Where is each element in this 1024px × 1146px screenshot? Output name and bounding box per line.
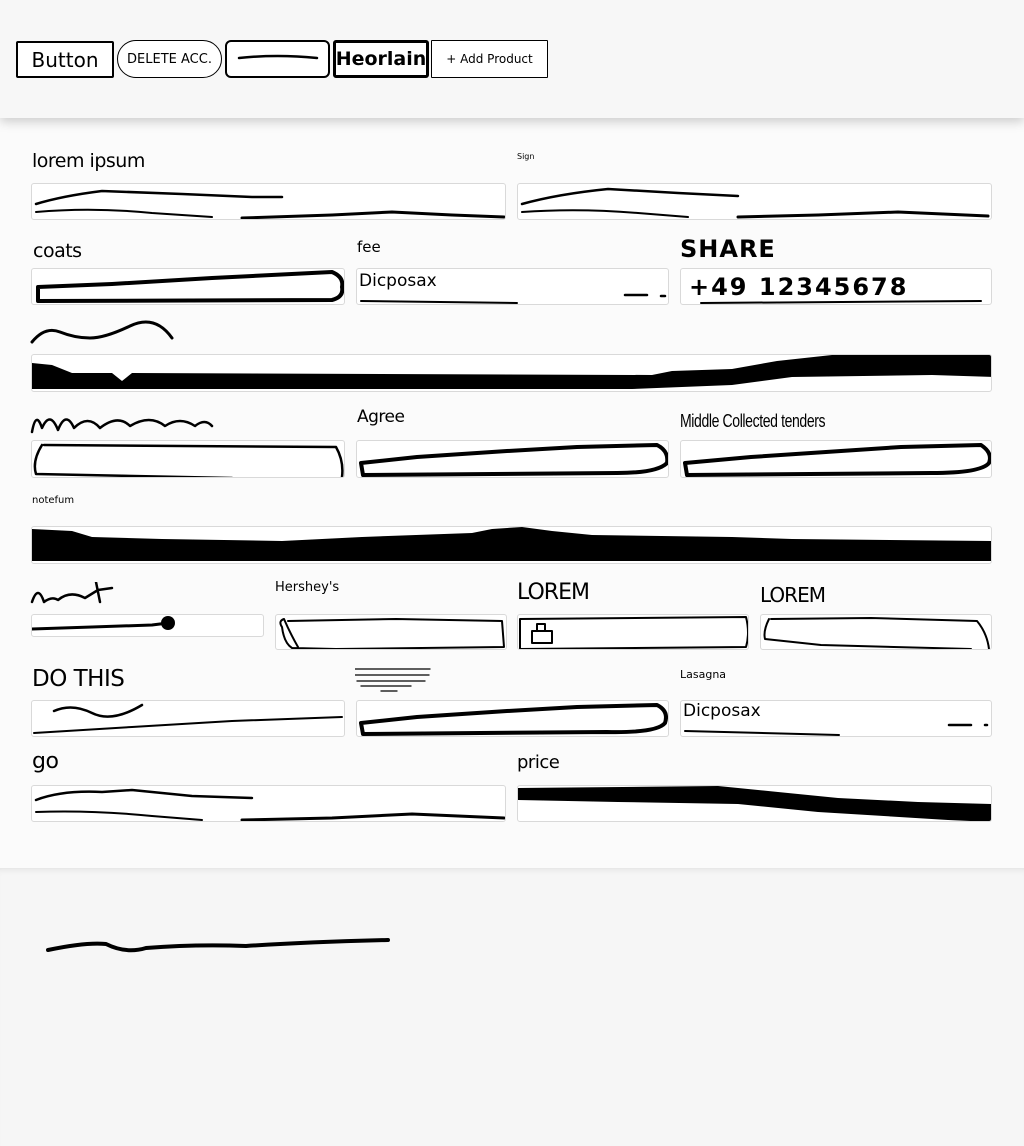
lorem-upper-2-label: LOREM <box>760 583 825 607</box>
delete-account-button[interactable] <box>117 40 222 78</box>
button-button[interactable] <box>16 41 114 78</box>
go-field[interactable] <box>31 785 506 822</box>
scribble-box <box>681 441 992 478</box>
scribble-text <box>32 786 506 822</box>
fee-field[interactable] <box>356 268 669 305</box>
footer-scribble <box>46 936 394 960</box>
middle-label: Middle Collected tenders <box>680 411 826 431</box>
scribble-box <box>32 269 345 305</box>
scribble-fill <box>32 355 992 392</box>
sign-field[interactable] <box>517 183 992 220</box>
scribble-label <box>30 408 215 434</box>
middle-field[interactable] <box>680 440 992 478</box>
coats-field[interactable] <box>31 268 345 305</box>
scribble-text <box>32 184 506 220</box>
slider[interactable] <box>31 614 264 637</box>
scribble-underline <box>681 701 992 737</box>
scribble-line <box>227 42 332 80</box>
scribble-box <box>357 441 669 478</box>
phone-value: +49 12345678 <box>689 273 909 301</box>
scribble-label <box>30 318 175 348</box>
image-upload-field[interactable] <box>517 614 749 650</box>
delete-account-label: DELETE ACC. <box>127 51 212 67</box>
lasagna-label: Lasagna <box>680 668 727 681</box>
slider-knob-icon[interactable] <box>161 616 175 630</box>
scribble-fill <box>518 786 992 822</box>
sign-label: Sign <box>517 152 535 161</box>
outline-field[interactable] <box>31 440 345 478</box>
footer <box>0 868 1024 1146</box>
scribble-box <box>357 701 669 737</box>
scribble-underline <box>357 269 669 305</box>
scribble-box <box>276 615 507 650</box>
add-product-button[interactable] <box>431 40 548 78</box>
go-label: go <box>32 749 59 774</box>
agree-field[interactable] <box>356 440 669 478</box>
notes-field[interactable] <box>31 526 992 564</box>
image-upload-box <box>518 615 749 650</box>
slider-track <box>32 615 264 637</box>
scribble-label <box>30 582 115 604</box>
coats-label: coats <box>33 240 82 262</box>
hersheys-field[interactable] <box>275 614 507 650</box>
add-product-label: + Add Product <box>446 52 533 66</box>
scribble-text <box>518 184 992 220</box>
paragraph-icon <box>355 667 433 693</box>
phone-field[interactable] <box>680 268 992 305</box>
price-label: price <box>517 752 560 773</box>
share-label: SHARE <box>680 235 776 263</box>
scribble-input[interactable] <box>225 40 330 78</box>
notes-label: notefum <box>32 495 75 506</box>
lorem-upper-1-label: LOREM <box>517 580 589 605</box>
fee-value: Dicposax <box>359 271 437 291</box>
lorem-ipsum-label: lorem ipsum <box>32 150 145 172</box>
button-label: Button <box>31 47 99 72</box>
image-upload-icon[interactable] <box>532 624 552 643</box>
scribble-underline <box>681 269 992 305</box>
lorem-upper-field[interactable] <box>760 614 992 650</box>
lorem-ipsum-field[interactable] <box>31 183 506 220</box>
scribble-box <box>761 615 992 650</box>
do-this-label: DO THIS <box>32 666 125 692</box>
scribble-text <box>32 701 345 737</box>
fee-label: fee <box>357 238 381 256</box>
hersheys-label: Hershey's <box>275 580 340 595</box>
lasagna-value: Dicposax <box>683 701 761 721</box>
price-field[interactable] <box>517 785 992 822</box>
scribble-button[interactable] <box>333 40 429 78</box>
agree-label: Agree <box>357 407 405 427</box>
paragraph-field[interactable] <box>356 700 669 737</box>
wide-scribble-field[interactable] <box>31 354 992 392</box>
lasagna-field[interactable] <box>680 700 992 737</box>
do-this-field[interactable] <box>31 700 345 737</box>
scribble-fill <box>32 527 992 564</box>
scribble-box <box>32 441 345 478</box>
scribble-button-label: Heorlain <box>335 48 427 70</box>
toolbar <box>0 0 1024 118</box>
form-area <box>0 118 1024 868</box>
